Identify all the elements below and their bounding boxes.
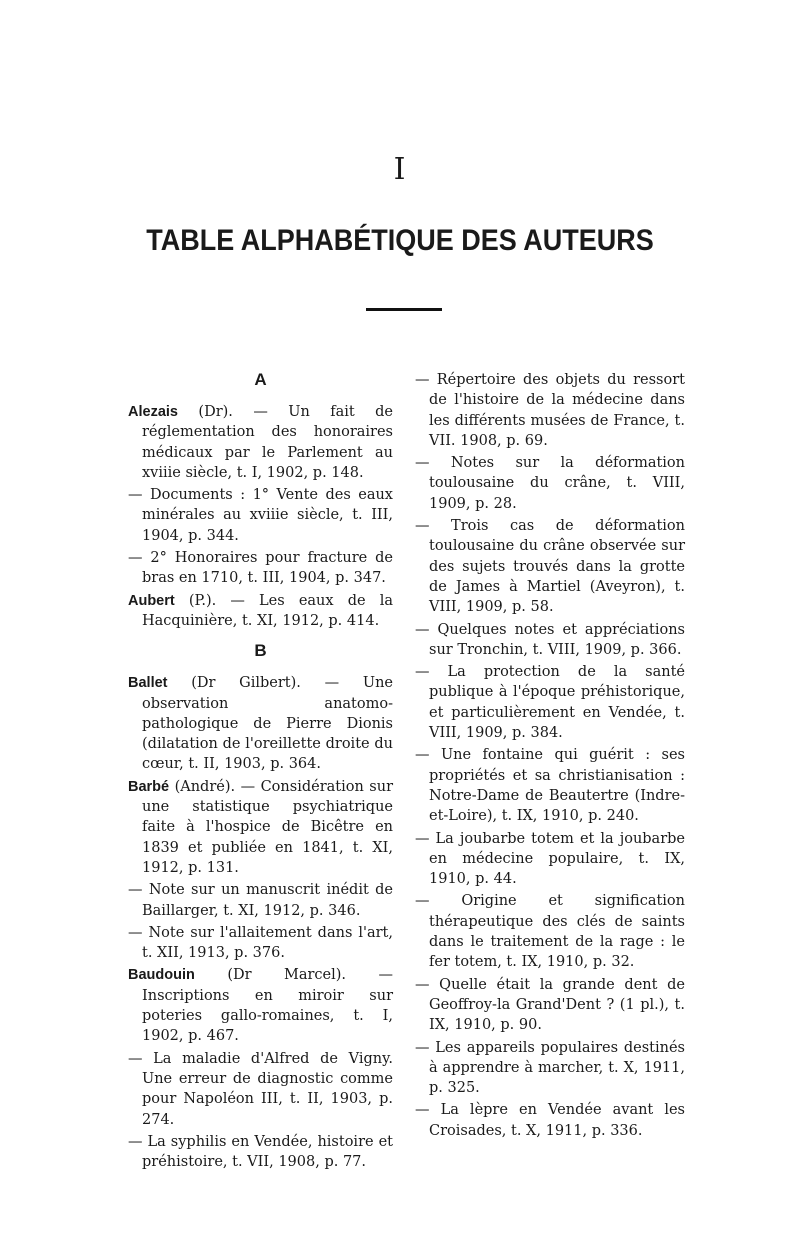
entry-text: — La joubarbe totem et la joubarbe en médecine populaire, t. IX, 1910, p. 44. — [415, 830, 685, 888]
entry-text: — Répertoire des objets du ressort de l'histoire de la médecine dans les différents musées de France, t. VII. 1908, p. 69. — [415, 372, 685, 449]
entry-text: (André). — Considération sur une statistique psychiatrique faite à l'hospice de Bicêtre en 1839 et publiée en 1841, t. XI, 1912, p. 131. — [142, 778, 393, 876]
page-title: TABLE ALPHABÉTIQUE DES AUTEURS — [146, 224, 654, 257]
author-name: Ballet — [128, 675, 168, 692]
entry-text: — Notes sur la déformation toulousaine du crâne, t. VIII, 1909, p. 28. — [415, 455, 685, 512]
entry-text: (Dr). — Un fait de réglementation des honoraires médicaux par le Parlement au xviiie siècle, t. I, 1902, p. 148. — [142, 404, 393, 481]
entry-text: — 2° Honoraires pour fracture de bras en 1710, t. III, 1904, p. 347. — [128, 550, 393, 587]
index-entry — [415, 1038, 685, 1099]
title-rule — [366, 308, 442, 311]
author-name: Baudouin — [128, 967, 195, 984]
index-entry — [415, 975, 685, 1036]
entry-text: — Les appareils populaires destinés à apprendre à marcher, t. X, 1911, p. 325. — [415, 1039, 685, 1097]
index-entry — [415, 370, 685, 451]
index-entry — [128, 777, 393, 878]
author-name: Alezais — [128, 404, 178, 420]
index-entry — [415, 1100, 685, 1141]
index-entry — [128, 485, 393, 546]
entry-text: — La lèpre en Vendée avant les Croisades, t. X, 1911, p. 336. — [415, 1102, 685, 1139]
index-entry — [415, 662, 685, 743]
entry-text: — Une fontaine qui guérit : ses propriétés et sa christianisation : Notre-Dame de Beautertre (Indre-et-Loire), t. IX, 1910, p. 240. — [415, 747, 685, 825]
index-entry — [128, 591, 393, 632]
entry-text: — La syphilis en Vendée, histoire et préhistoire, t. VII, 1908, p. 77. — [128, 1133, 393, 1171]
right-column — [415, 370, 685, 1143]
author-name: Barbé — [128, 778, 170, 795]
index-entry — [128, 548, 393, 589]
index-entry — [128, 673, 393, 774]
index-entry — [415, 516, 685, 617]
letter-heading-b: B — [254, 641, 267, 661]
index-entry — [128, 965, 393, 1046]
index-entry — [128, 1049, 393, 1130]
entry-text: — Origine et signification thérapeutique des clés de saints dans le traitement de la rage : le fer totem, t. IX, 1910, p. 32. — [415, 893, 685, 971]
entry-text: (Dr Marcel). — Inscriptions en miroir sur poteries gallo-romaines, t. I, 1902, p. 467. — [142, 967, 393, 1045]
index-entry — [415, 453, 685, 514]
left-column — [128, 370, 393, 1174]
index-entry — [415, 829, 685, 890]
index-entry — [128, 880, 393, 921]
entry-text: (Dr Gilbert). — Une observation anatomo-pathologique de Pierre Dionis (dilatation de l'oreillette droite du cœur, t. II, 1903, p. 364. — [142, 675, 393, 773]
letter-heading-a: A — [254, 370, 267, 389]
entry-text: — Quelques notes et appréciations sur Tronchin, t. VIII, 1909, p. 366. — [415, 621, 685, 658]
entry-text: — Note sur l'allaitement dans l'art, t. XII, 1913, p. 376. — [128, 924, 393, 962]
index-entry — [128, 923, 393, 964]
entry-text: — Quelle était la grande dent de Geoffroy-la Grand'Dent ? (1 pl.), t. IX, 1910, p. 90. — [415, 976, 685, 1034]
entry-text: — Note sur un manuscrit inédit de Baillarger, t. XI, 1912, p. 346. — [128, 882, 393, 919]
entry-text: — La protection de la santé publique à l'époque préhistorique, et particulièrement en Vendée, t. VIII, 1909, p. 384. — [415, 664, 685, 742]
author-name: Aubert — [128, 592, 175, 609]
entry-text: — Trois cas de déformation toulousaine du crâne observée sur des sujets trouvés dans la grotte de James à Martiel (Aveyron), t. VIII, 1909, p. 58. — [415, 518, 685, 616]
entry-text: — Documents : 1° Vente des eaux minérales au xviiie siècle, t. III, 1904, p. 344. — [128, 487, 393, 544]
index-entry — [128, 402, 393, 483]
entry-text: (P.). — Les eaux de la Hacquinière, t. XI, 1912, p. 414. — [142, 592, 393, 629]
index-entry — [415, 891, 685, 972]
index-entry — [415, 745, 685, 826]
entry-text: — La maladie d'Alfred de Vigny. Une erreur de diagnostic comme pour Napoléon III, t. II, 1903, p. 274. — [128, 1050, 393, 1128]
index-entry — [128, 1132, 393, 1173]
index-entry — [415, 620, 685, 661]
page-numeral: I — [393, 152, 407, 187]
